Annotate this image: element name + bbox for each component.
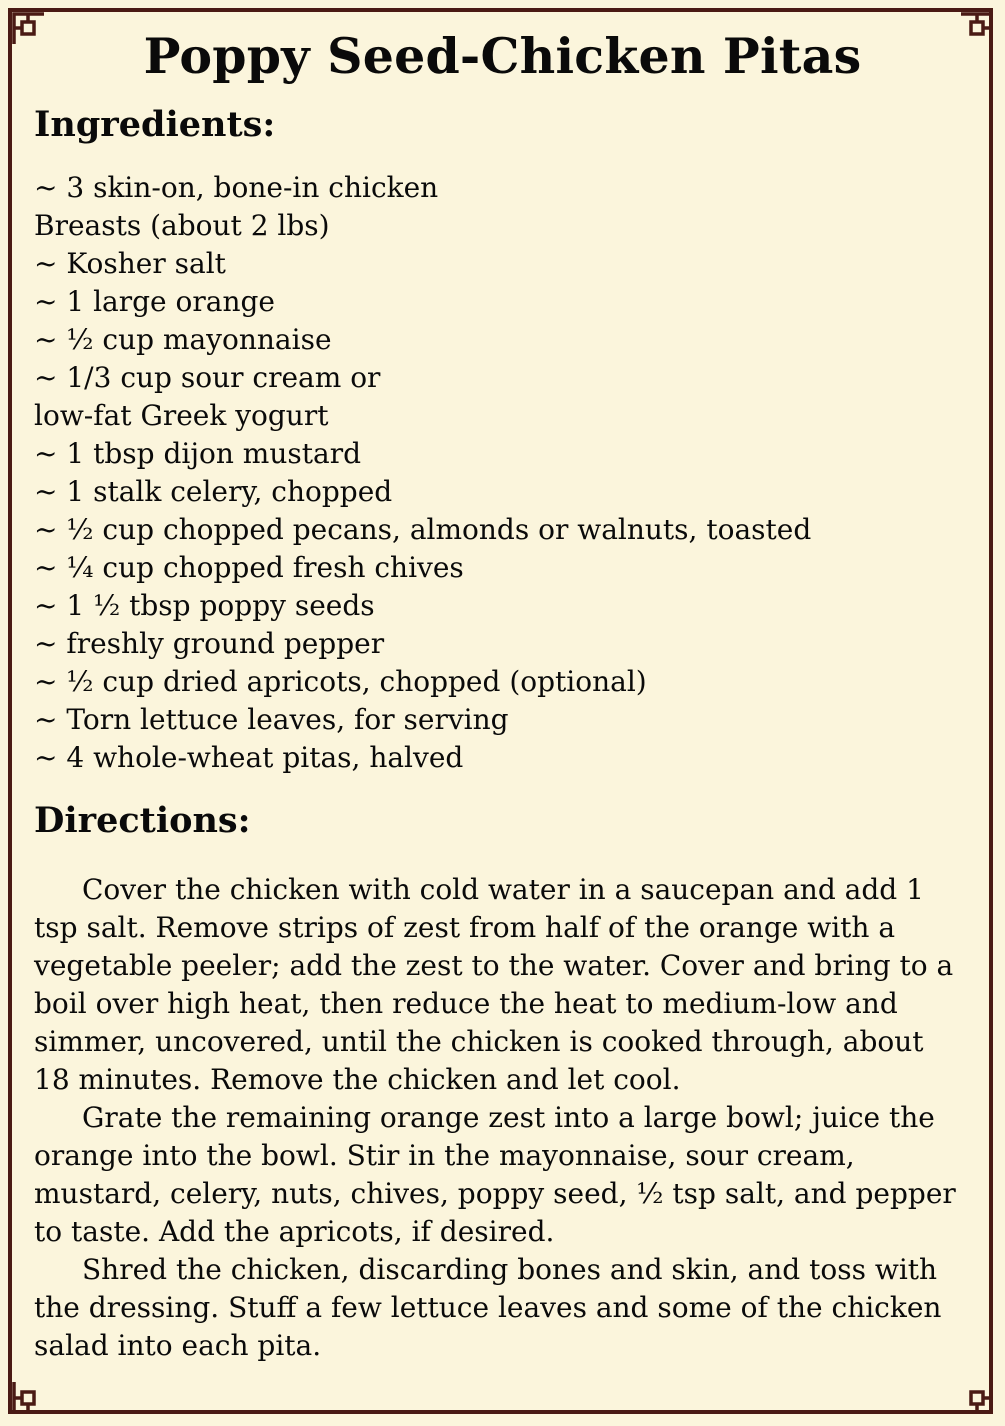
directions-body — [34, 871, 964, 1365]
corner-ornament-icon — [12, 1380, 46, 1414]
ingredient-line: ~ 1 stalk celery, chopped — [34, 475, 393, 508]
direction-paragraph: Shred the chicken, discarding bones and skin, and toss with the dressing. Stuff a few lettuce leaves and some of the chicken salad into each pita. — [34, 1253, 942, 1362]
ingredients-heading: Ingredients: — [34, 104, 276, 145]
direction-paragraph: Cover the chicken with cold water in a saucepan and add 1 tsp salt. Remove strips of zest from half of the orange with a vegetable peeler; add the zest to the water. Cover and bring to a boil over high heat, then reduce the heat to medium-low and simmer, uncovered, until the chicken is cooked through, about 18 minutes. Remove the chicken and let cool. — [34, 873, 954, 1096]
direction-paragraph: Grate the remaining orange zest into a large bowl; juice the orange into the bowl. Stir in the mayonnaise, sour cream, mustard, celery, nuts, chives, poppy seed, ½ tsp salt, and pepper to taste. Add the apricots, if desired. — [34, 1101, 956, 1248]
ingredient-line: ~ ½ cup mayonnaise — [34, 323, 332, 356]
ingredient-line: ~ 4 whole-wheat pitas, halved — [34, 741, 464, 774]
ingredient-line: ~ 3 skin-on, bone-in chicken — [34, 171, 439, 204]
ingredient-line: ~ freshly ground pepper — [34, 627, 385, 660]
ingredient-line: ~ 1/3 cup sour cream or — [34, 361, 381, 394]
ingredient-line: ~ 1 tbsp dijon mustard — [34, 437, 362, 470]
ingredient-list — [34, 169, 811, 777]
recipe-title: Poppy Seed-Chicken Pitas — [143, 27, 862, 85]
ingredient-line: ~ Kosher salt — [34, 247, 226, 280]
ingredient-line: low-fat Greek yogurt — [34, 399, 329, 432]
ingredient-line: ~ ½ cup dried apricots, chopped (optional) — [34, 665, 647, 698]
ingredient-line: ~ 1 ½ tbsp poppy seeds — [34, 589, 375, 622]
directions-heading: Directions: — [34, 800, 251, 841]
ingredient-line: ~ ¼ cup chopped fresh chives — [34, 551, 464, 584]
ingredient-line: ~ Torn lettuce leaves, for serving — [34, 703, 509, 736]
ingredient-line: ~ 1 large orange — [34, 285, 275, 318]
corner-ornament-icon — [959, 1380, 993, 1414]
ingredient-line: Breasts (about 2 lbs) — [34, 209, 330, 242]
ingredient-line: ~ ½ cup chopped pecans, almonds or walnuts, toasted — [34, 513, 812, 546]
